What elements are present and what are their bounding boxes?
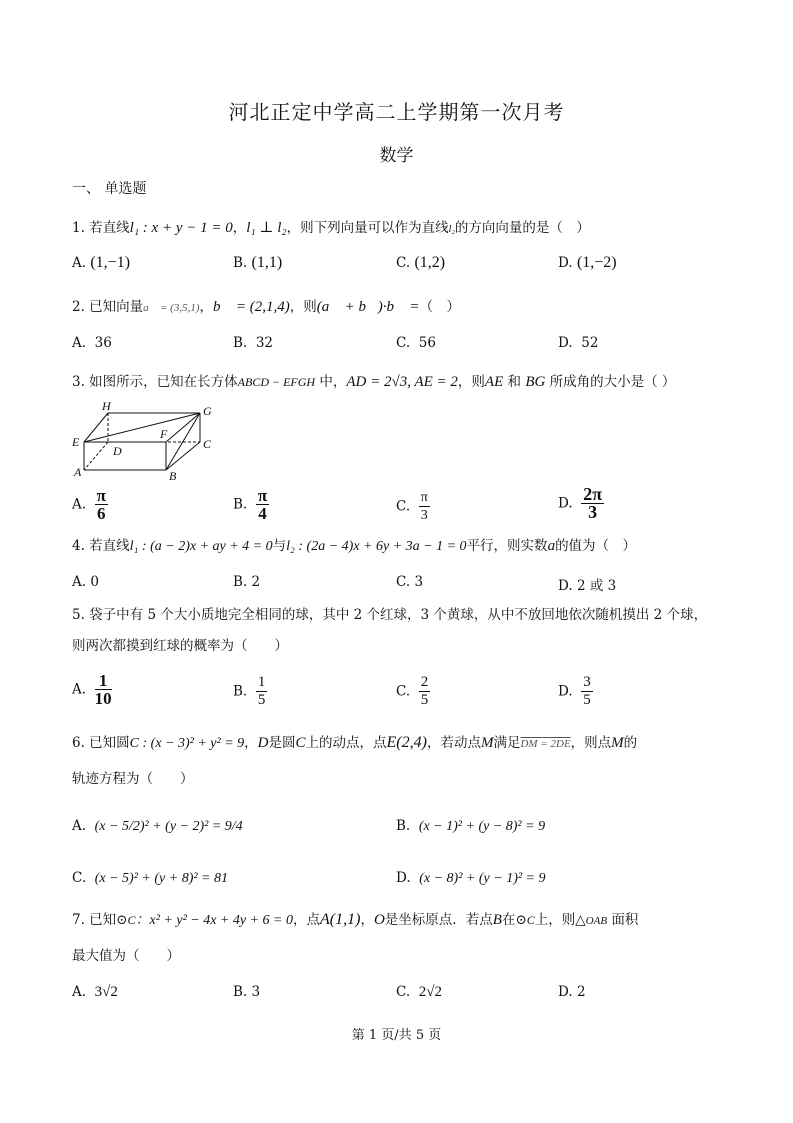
q3-option-c[interactable]: C. $\frac{\pi}{3}$: [396, 490, 428, 523]
q6-vector-relation: DM = 2DE: [520, 738, 571, 750]
question-5-line-2: 则两次都摸到红球的概率为（ ）: [72, 638, 288, 654]
q6-option-b[interactable]: B. (x − 1)² + (y − 8)² = 9: [396, 818, 546, 834]
q6-text-h: 的: [623, 735, 638, 751]
q5-option-b[interactable]: B. $\frac{1}{5}$: [233, 674, 266, 708]
q2-option-b[interactable]: B. 32: [233, 335, 273, 351]
q7-circle-eq: ：x² + y² − 4x + 4y + 6 = 0: [135, 913, 293, 928]
q1-sep: ，: [232, 220, 247, 236]
q6-option-a[interactable]: A. (x − 5/2)² + (y − 2)² = 9/4: [72, 818, 243, 834]
edge-cb: [166, 442, 200, 470]
page-subtitle: 数学: [379, 146, 414, 166]
q7-option-a[interactable]: A. 3√2: [72, 984, 118, 1000]
q4-text-b: 平行，则实数: [466, 538, 548, 554]
q5-option-a[interactable]: A. $\frac{1}{10}$: [72, 671, 112, 708]
q1-option-a[interactable]: A. (1,−1): [72, 254, 131, 271]
q6-text-g: ，则点: [570, 735, 612, 751]
q3-text-b: 中，: [319, 374, 347, 390]
q1-perpendicular: l₁ ⊥ l₂: [246, 220, 287, 236]
q6-circle-eq: C : (x − 3)² + y² = 9: [129, 736, 245, 751]
q4-yu: 与: [272, 538, 287, 554]
question-6-stem: [72, 733, 637, 754]
question-5-line-1: 5. 袋子中有 5 个大小质地完全相同的球，其中 2 个红球，3 个黄球，从中不放回地依次随机摸出 2 个球，: [72, 607, 708, 623]
q1-text-b: ，则下列向量可以作为直线: [286, 220, 449, 236]
q4-option-c[interactable]: C. 3: [396, 574, 424, 590]
q4-text-c: 的值为（ ）: [555, 538, 637, 554]
q4-option-a[interactable]: A. 0: [72, 574, 99, 590]
q7-text: 7. 已知⊙: [72, 912, 128, 928]
q6-text: 6. 已知圆: [72, 735, 130, 751]
q1-option-b[interactable]: B. (1,1): [233, 254, 283, 271]
page-footer: 第 1 页/共 5 页: [351, 1028, 442, 1043]
q6-m: M: [480, 735, 494, 751]
q1-option-c[interactable]: C. (1,2): [396, 254, 446, 271]
q7-triangle: OAB: [585, 915, 608, 927]
label-b: B: [169, 469, 177, 483]
q3-and: 和: [507, 374, 522, 390]
question-1-stem: [72, 218, 590, 240]
q3-option-b[interactable]: B. $\frac{\pi}{4}$: [233, 486, 268, 523]
q1-line-l1: l₁ : x + y − 1 = 0: [129, 220, 233, 236]
hidden-edge-da: [84, 442, 108, 470]
q7-text-g: 面积: [611, 912, 639, 928]
question-7-line-2: 最大值为（ ）: [72, 948, 180, 964]
q6-m2: M: [611, 735, 624, 751]
q1-option-d[interactable]: D. (1,−2): [558, 254, 617, 271]
q3-option-a[interactable]: A. $\frac{\pi}{6}$: [72, 486, 106, 523]
q3-text-c: ，则: [457, 374, 485, 390]
q2-sep: ，: [199, 299, 213, 315]
q7-c: C: [127, 913, 136, 927]
label-d: D: [113, 444, 122, 458]
q6-d: D: [257, 735, 269, 751]
q4-a: a: [547, 538, 556, 554]
q2-option-c[interactable]: C. 56: [396, 335, 436, 351]
q1-l2: l₂: [448, 224, 455, 235]
label-g: G: [203, 404, 212, 418]
label-e: E: [72, 435, 80, 449]
q6-option-c[interactable]: C. (x − 5)² + (y + 8)² = 81: [72, 870, 228, 886]
q7-point-a: A(1,1): [320, 911, 361, 928]
q1-text-c: 的方向向量的是（ ）: [454, 220, 590, 236]
q2-option-d[interactable]: D. 52: [558, 335, 599, 351]
q3-text-d: 所成角的大小是（ ）: [549, 374, 676, 390]
q7-option-b[interactable]: B. 3: [233, 984, 261, 1000]
q4-line-l2: l₂ : (2a − 4)x + 6y + 3a − 1 = 0: [286, 539, 467, 554]
q3-option-d[interactable]: D. $\frac{2\pi}{3}$: [558, 484, 603, 522]
edge-eh: [84, 413, 108, 442]
question-2-stem: [72, 297, 460, 318]
q2-text-b: ，则: [289, 299, 317, 315]
label-h: H: [102, 400, 111, 413]
q7-o: O: [373, 912, 385, 928]
q3-solid: ABCD − EFGH: [237, 375, 316, 389]
q2-vector-a: a⃗ = (3,5,1): [143, 302, 200, 314]
label-f: F: [160, 427, 168, 441]
q2-text: 2. 已知向量: [72, 299, 144, 315]
label-a: A: [74, 465, 82, 479]
cuboid-figure: [70, 400, 220, 485]
label-c: C: [203, 437, 212, 451]
q7-text-f: 上，则△: [534, 912, 586, 928]
q3-bg: BG: [525, 374, 546, 390]
q7-b: B: [492, 912, 502, 928]
section-heading: 一、 单选题: [72, 181, 147, 197]
q7-option-d[interactable]: D. 2: [558, 984, 586, 1000]
q6-text-d: 上的动点，点: [305, 735, 387, 751]
q7-text-d: 是坐标原点．若点: [384, 912, 493, 928]
q4-option-d[interactable]: D. 2 或 3: [558, 578, 617, 594]
q6-sep: ，: [244, 735, 258, 751]
q4-option-b[interactable]: B. 2: [233, 574, 261, 590]
q7-option-c[interactable]: C. 2√2: [396, 984, 442, 1000]
q2-expression: (a⃗ + b⃗)·b⃗ =: [316, 299, 420, 315]
q6-option-d[interactable]: D. (x − 8)² + (y − 1)² = 9: [396, 870, 546, 886]
q3-condition: AD = 2√3, AE = 2: [346, 374, 458, 390]
q3-text: 3. 如图所示，已知在长方体: [72, 374, 238, 390]
q3-ae: AE: [484, 374, 504, 390]
page-title: 河北正定中学高二上学期第一次月考: [228, 100, 565, 124]
q6-point-e: E(2,4): [386, 734, 427, 751]
q1-text: 1. 若直线: [72, 220, 130, 236]
q6-text-f: 满足: [493, 735, 521, 751]
question-7-stem: [72, 910, 638, 931]
question-4-stem: [72, 536, 636, 557]
question-6-line-2: 轨迹方程为（ ）: [72, 771, 194, 787]
q7-sep: ，: [360, 912, 374, 928]
q5-option-d[interactable]: D. $\frac{3}{5}$: [558, 674, 591, 708]
q2-vector-b: b⃗ = (2,1,4): [212, 299, 290, 315]
q6-text-c: 是圆: [268, 735, 296, 751]
question-3-stem: [72, 372, 675, 392]
q7-c2: C: [526, 913, 535, 927]
q7-text-b: ，点: [293, 912, 320, 928]
q7-text-e: 在⊙: [501, 912, 527, 928]
q4-line-l1: l₁ : (a − 2)x + ay + 4 = 0: [129, 539, 273, 554]
q6-text-e: ，若动点: [426, 735, 481, 751]
q6-c: C: [295, 735, 306, 751]
q4-text: 4. 若直线: [72, 538, 130, 554]
q5-option-c[interactable]: C. $\frac{2}{5}$: [396, 674, 429, 708]
q2-option-a[interactable]: A. 36: [72, 335, 112, 351]
q2-text-c: （ ）: [419, 299, 461, 315]
